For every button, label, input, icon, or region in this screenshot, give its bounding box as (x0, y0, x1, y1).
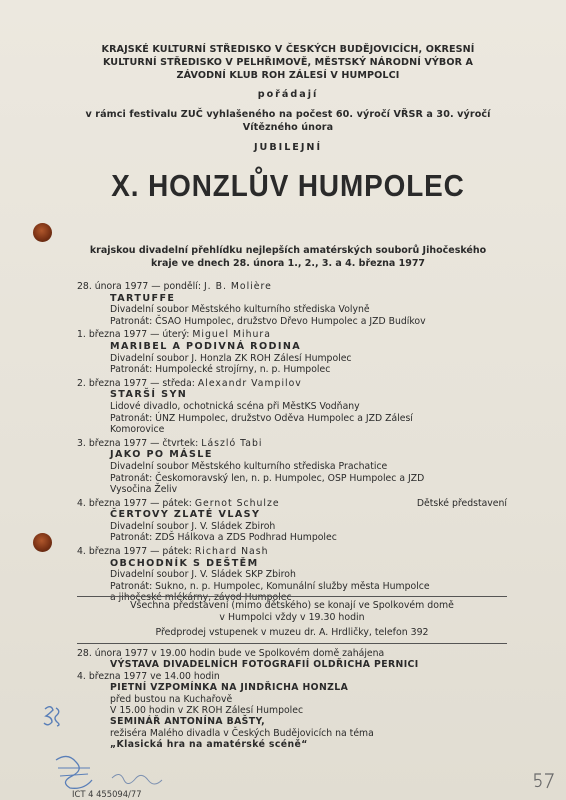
subtitle-line: kraje ve dnech 28. února 1., 2., 3. a 4. března 1977 (150, 257, 426, 269)
organizers-line: KRAJSKÉ KULTURNÍ STŘEDISKO V ČESKÝCH BUDĚJOVICÍCH, OKRESNÍ (101, 44, 475, 55)
entry-author: Miguel Mihura (192, 329, 271, 341)
library-stamp-scribble (50, 750, 170, 794)
stamp-scribble-icon (50, 750, 170, 794)
divider-top (77, 596, 507, 597)
entry-dateline (77, 498, 507, 510)
entry-line: Divadelní soubor J. V. Sládek Zbiroh (110, 520, 276, 532)
program-list (77, 281, 507, 606)
program-entry (77, 281, 507, 327)
program-entry (77, 329, 507, 375)
event-line: před bustou na Kuchařově (110, 693, 233, 705)
entry-title: TARTUFFE (110, 292, 176, 304)
pencil-number-icon (532, 770, 556, 792)
entry-line: Patronát: ČSAO Humpolec, družstvo Dřevo Humpolec a JZD Budíkov (110, 315, 426, 327)
festival-line: v rámci festivalu ZUČ vyhlašeného na počest 60. výročí VŘSR a 30. výročí (85, 109, 491, 120)
print-code: ICT 4 455094/77 (72, 789, 142, 799)
festival-text (40, 108, 536, 134)
entry-title: JAKO PO MÁSLE (110, 449, 213, 461)
entry-line: Komorovice (110, 424, 165, 436)
entry-line: Divadelní soubor J. Honzla ZK ROH Zálesí Humpolec (110, 352, 352, 364)
main-title-wrap (40, 168, 536, 204)
entry-title: STARŠÍ SYN (110, 389, 188, 401)
entry-dateline (77, 546, 507, 558)
program-entry (77, 378, 507, 436)
program-entry (77, 438, 507, 496)
entry-line: Vysočina Želiv (110, 484, 178, 496)
entry-line: Patronát: Sukno, n. p. Humpolec, Komunální služby města Humpolce (110, 580, 430, 592)
entry-title: MARIBEL A PODIVNÁ RODINA (110, 340, 302, 352)
event-line: 4. března 1977 ve 14.00 hodin (77, 670, 220, 682)
poradaji-text: pořádají (257, 89, 319, 100)
entry-date: 28. února 1977 — pondělí: (77, 281, 201, 292)
divider-bottom (77, 643, 507, 644)
entry-author: Richard Nash (194, 546, 269, 558)
entry-line: Patronát: Českomoravský len, n. p. Humpolec, OSP Humpolec a JZD (110, 472, 425, 484)
entry-dateline (77, 329, 507, 341)
main-title: X. HONZLŮV HUMPOLEC (111, 168, 465, 203)
childrens-show-note: Dětské představení (416, 497, 507, 509)
entry-date: 1. března 1977 — úterý: (77, 329, 190, 341)
seminar-topic: „Klasická hra na amatérské scéně“ (110, 739, 308, 751)
program-entry (77, 498, 507, 544)
entry-line: a jihočeské mlékárny, závod Humpolec (110, 592, 292, 604)
info-line: Všechna představení (mimo dětského) se konají ve Spolkovém domě (130, 600, 454, 611)
organizers-block (40, 43, 536, 82)
event-line: 28. února 1977 v 19.00 hodin bude ve Spolkovém domě zahájena (77, 648, 385, 659)
entry-line: Lidové divadlo, ochotnická scéna při MěstKS Vodňany (110, 400, 360, 412)
subtitle (40, 245, 536, 270)
entry-line: Divadelní soubor Městského kulturního střediska Volyně (110, 304, 370, 316)
info-line: v Humpolci vždy v 19.30 hodin (219, 612, 365, 623)
entry-date: 2. března 1977 — středa: (77, 377, 195, 389)
entry-date: 3. března 1977 — čtvrtek: (77, 437, 199, 449)
subtitle-line: krajskou divadelní přehlídku nejlepších amatérských souborů Jihočeského (89, 245, 487, 256)
organizers-line: KULTURNÍ STŘEDISKO V PELHŘIMOVĚ, MĚSTSKÝ NÁRODNÍ VÝBOR A (102, 57, 474, 68)
punch-hole-bottom (33, 533, 52, 552)
entry-title: ČERTOVY ZLATÉ VLASY (110, 509, 261, 521)
entry-line: Patronát: Humpolecké strojírny, n. p. Humpolec (110, 364, 331, 376)
entry-author: László Tabi (201, 437, 263, 449)
entry-date: 4. března 1977 — pátek: (77, 546, 192, 558)
jubilejni-text: JUBILEJNÍ (253, 142, 323, 153)
handwritten-mark-left (40, 703, 64, 729)
entry-dateline (77, 281, 507, 293)
pencil-scribble-icon (40, 703, 64, 729)
info-line: Předprodej vstupenek v muzeu dr. A. Hrdličky, telefon 392 (155, 627, 429, 638)
accompanying-events (77, 648, 507, 751)
entry-author: Gernot Schulze (194, 497, 280, 509)
entry-line: Patronát: ZDŠ Hálkova a ZDS Podhrad Humpolec (110, 532, 337, 544)
exhibition-title: VÝSTAVA DIVADELNÍCH FOTOGRAFIÍ OLDŘICHA PERNICI (110, 659, 419, 671)
entry-date: 4. března 1977 — pátek: (77, 497, 192, 509)
entry-dateline (77, 438, 507, 450)
entry-dateline (77, 378, 507, 390)
festival-line: Vítězného února (242, 122, 334, 133)
punch-hole-top (33, 223, 52, 242)
entry-author: Alexandr Vampilov (197, 377, 302, 389)
handwritten-mark-right (532, 770, 556, 792)
seminar-title: SEMINÁŘ ANTONÍNA BAŠTY, (110, 716, 266, 728)
entry-line: Patronát: ÚNZ Humpolec, družstvo Oděva Humpolec a JZD Zálesí (110, 412, 413, 424)
memorial-title: PIETNÍ VZPOMÍNKA NA JINDŘICHA HONZLA (110, 682, 349, 694)
event-line: režiséra Malého divadla v Českých Budějovicích na téma (110, 727, 374, 739)
entry-line: Divadelní soubor Městského kulturního střediska Prachatice (110, 460, 388, 472)
entry-title: OBCHODNÍK S DEŠTĚM (110, 557, 259, 569)
entry-author: J. B. Molière (203, 281, 272, 292)
organizers-line: ZÁVODNÍ KLUB ROH ZÁLESÍ V HUMPOLCI (176, 70, 400, 81)
event-line: V 15.00 hodin v ZK ROH Zálesí Humpolec (110, 705, 304, 717)
entry-line: Divadelní soubor J. V. Sládek SKP Zbiroh (110, 569, 296, 581)
info-block (77, 600, 507, 639)
